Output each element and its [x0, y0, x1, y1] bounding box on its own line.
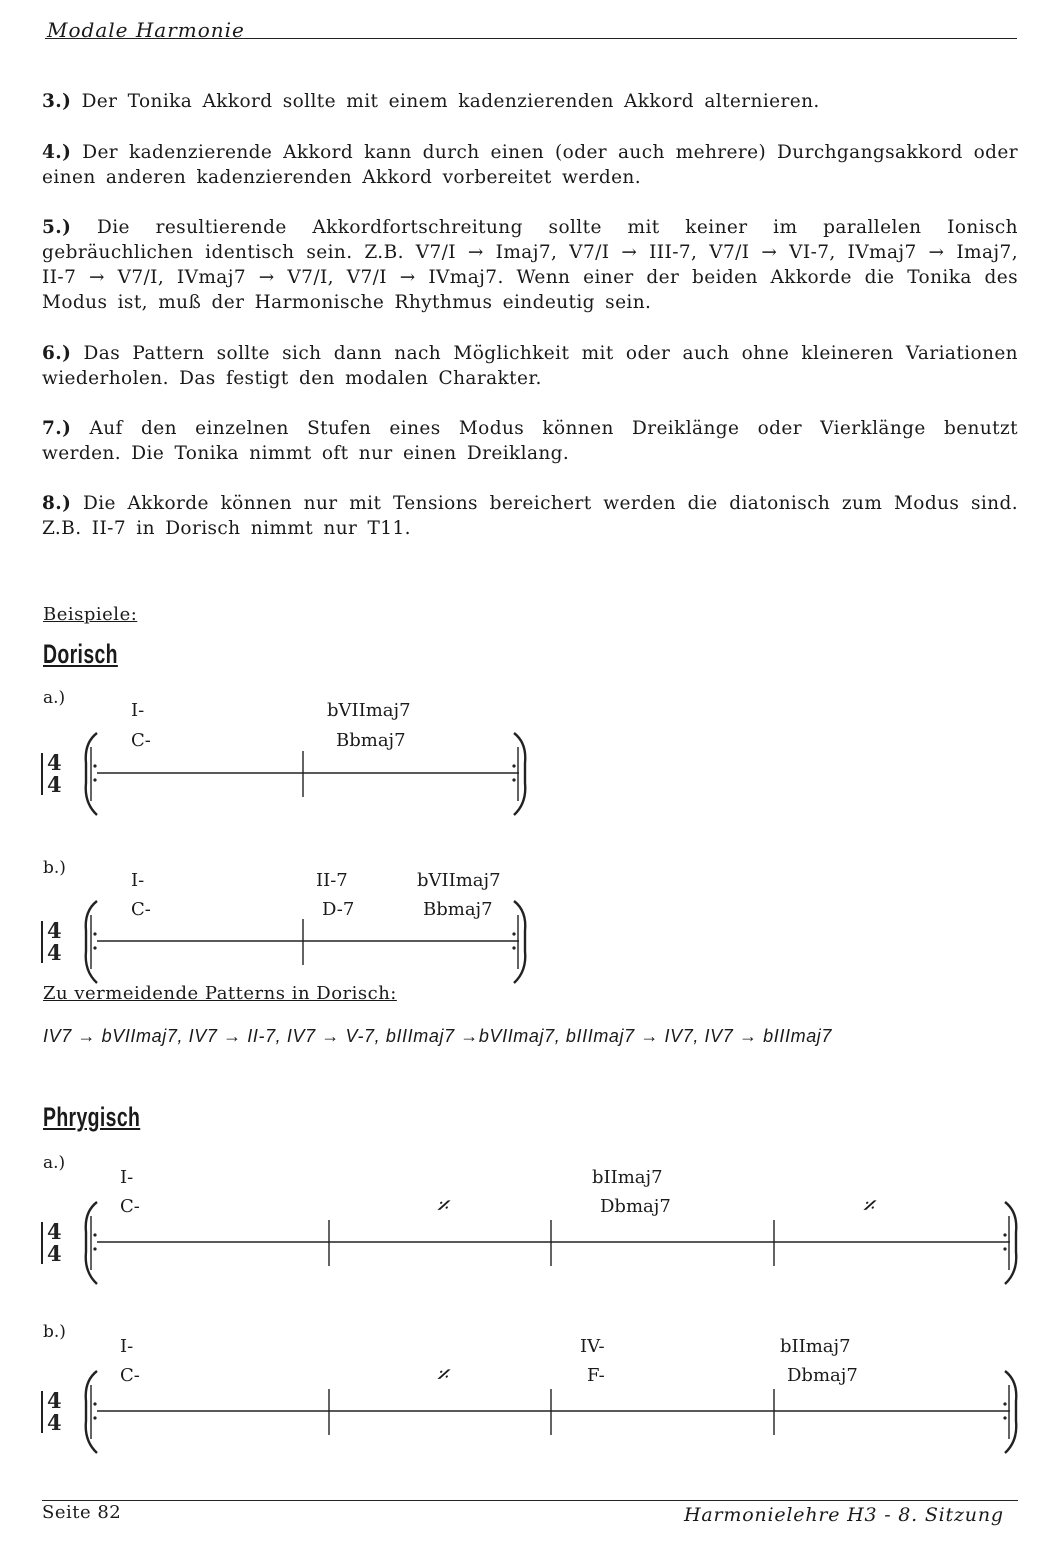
chord-degree: bVIImaj7: [417, 870, 501, 891]
chord-degree: II-7: [316, 870, 348, 891]
phrygisch-a-staff: [42, 1202, 1016, 1284]
repeat-dot: [512, 778, 515, 781]
avoid-title: Zu vermeidende Patterns in Dorisch:: [43, 983, 397, 1004]
closing-bracket: [1005, 1202, 1016, 1284]
repeat-dot: [93, 932, 96, 935]
closing-bracket: [1005, 1371, 1016, 1453]
rule-number: 8.): [42, 493, 72, 514]
repeat-dot: [93, 1233, 96, 1236]
dorisch-title: Dorisch: [43, 639, 118, 669]
repeat-bar-symbol: 𝄎: [862, 1192, 874, 1220]
repeat-dot: [93, 1402, 96, 1405]
dorisch-b-staff: [42, 901, 525, 983]
rule-text: Die Akkorde können nur mit Tensions bereichert werden die diatonisch zum Modus sind. Z.B. II-7 in Dorisch nimmt nur T11.: [42, 493, 1019, 539]
repeat-dot: [512, 932, 515, 935]
closing-bracket: [514, 901, 525, 983]
footer-rule: [42, 1500, 1018, 1501]
repeat-dot: [93, 1247, 96, 1250]
rule-text: Auf den einzelnen Stufen eines Modus können Dreiklänge oder Vierklänge benutzt werden. Die Tonika nimmt oft nur einen Dreiklang.: [42, 418, 1018, 464]
time-signature-bottom: 4: [47, 1241, 62, 1266]
chord-degree: I-: [120, 1167, 134, 1188]
time-signature-top: 4: [47, 750, 62, 775]
chord-name: Bbmaj7: [336, 730, 406, 751]
time-signature-top: 4: [47, 1388, 62, 1413]
rule-number: 4.): [42, 142, 72, 163]
chord-name: C-: [131, 899, 151, 920]
repeat-dot: [93, 946, 96, 949]
dorisch-b-label: b.): [43, 858, 66, 878]
header-title: Modale Harmonie: [47, 18, 245, 42]
repeat-bar-symbol: 𝄎: [436, 1192, 448, 1220]
rule-text: Der Tonika Akkord sollte mit einem kadenzierenden Akkord alternieren.: [81, 91, 820, 112]
rule-text: Der kadenzierende Akkord kann durch einen (oder auch mehrere) Durchgangsakkord oder einen anderen kadenzierenden Akkord vorbereitet werden.: [42, 142, 1018, 188]
examples-label: Beispiele:: [43, 604, 138, 625]
chord-name: Bbmaj7: [423, 899, 493, 920]
repeat-dot: [512, 764, 515, 767]
rule-text: Die resultierende Akkordfortschreitung sollte mit keiner im parallelen Ionisch gebräuchlichen identisch sein. Z.B. V7/I → Imaj7, V7/I → III-7, V7/I → VI-7, IVmaj7 → Imaj7, II-7 → V7/I, IVmaj7 → V7/I, V7/I → IVmaj7. Wenn einer der beiden Akkorde die Tonika des Modus ist, muß der Harmonische Rhythmus eindeutig sein.: [42, 217, 1018, 313]
chord-degree: bVIImaj7: [327, 700, 411, 721]
chord-name: C-: [120, 1365, 140, 1386]
time-signature-top: 4: [47, 918, 62, 943]
time-signature-top: 4: [47, 1219, 62, 1244]
phrygisch-b-staff: [42, 1371, 1016, 1453]
rule-number: 3.): [42, 91, 72, 112]
rule-number: 5.): [42, 217, 72, 238]
repeat-dot: [512, 946, 515, 949]
dorisch-a-label: a.): [43, 688, 66, 708]
page-number: Seite 82: [42, 1502, 122, 1523]
repeat-dot: [1003, 1233, 1006, 1236]
phrygisch-title: Phrygisch: [43, 1102, 141, 1132]
time-signature-bottom: 4: [47, 940, 62, 965]
rule-number: 6.): [42, 343, 72, 364]
time-signature-bottom: 4: [47, 1410, 62, 1435]
repeat-dot: [1003, 1402, 1006, 1405]
chord-degree: I-: [131, 870, 145, 891]
chord-name: C-: [131, 730, 151, 751]
phrygisch-a-label: a.): [43, 1153, 66, 1173]
chord-name: D-7: [322, 899, 355, 920]
rule-number: 7.): [42, 418, 72, 439]
chord-name: Dbmaj7: [787, 1365, 858, 1386]
chord-name: Dbmaj7: [600, 1196, 671, 1217]
time-signature-bottom: 4: [47, 772, 62, 797]
repeat-bar-symbol: 𝄎: [436, 1361, 448, 1389]
dorisch-a-staff: [42, 733, 525, 815]
repeat-dot: [1003, 1247, 1006, 1250]
chord-degree: I-: [131, 700, 145, 721]
chord-name: F-: [587, 1365, 605, 1386]
chord-degree: IV-: [580, 1336, 605, 1357]
repeat-dot: [93, 764, 96, 767]
chord-degree: I-: [120, 1336, 134, 1357]
chord-name: C-: [120, 1196, 140, 1217]
repeat-dot: [93, 1416, 96, 1419]
avoid-patterns: IV7 → bVIImaj7, IV7 → II-7, IV7 → V-7, bIIImaj7 →bVIImaj7, bIIImaj7 → IV7, IV7 → bIIImaj7: [43, 1026, 833, 1046]
repeat-dot: [93, 778, 96, 781]
course-title: Harmonielehre H3 - 8. Sitzung: [684, 1504, 1004, 1526]
rule-text: Das Pattern sollte sich dann nach Möglichkeit mit oder auch ohne kleineren Variationen wiederholen. Das festigt den modalen Charakter.: [42, 343, 1018, 389]
chord-degree: bIImaj7: [780, 1336, 851, 1357]
repeat-dot: [1003, 1416, 1006, 1419]
phrygisch-b-label: b.): [43, 1322, 66, 1342]
closing-bracket: [514, 733, 525, 815]
chord-degree: bIImaj7: [592, 1167, 663, 1188]
